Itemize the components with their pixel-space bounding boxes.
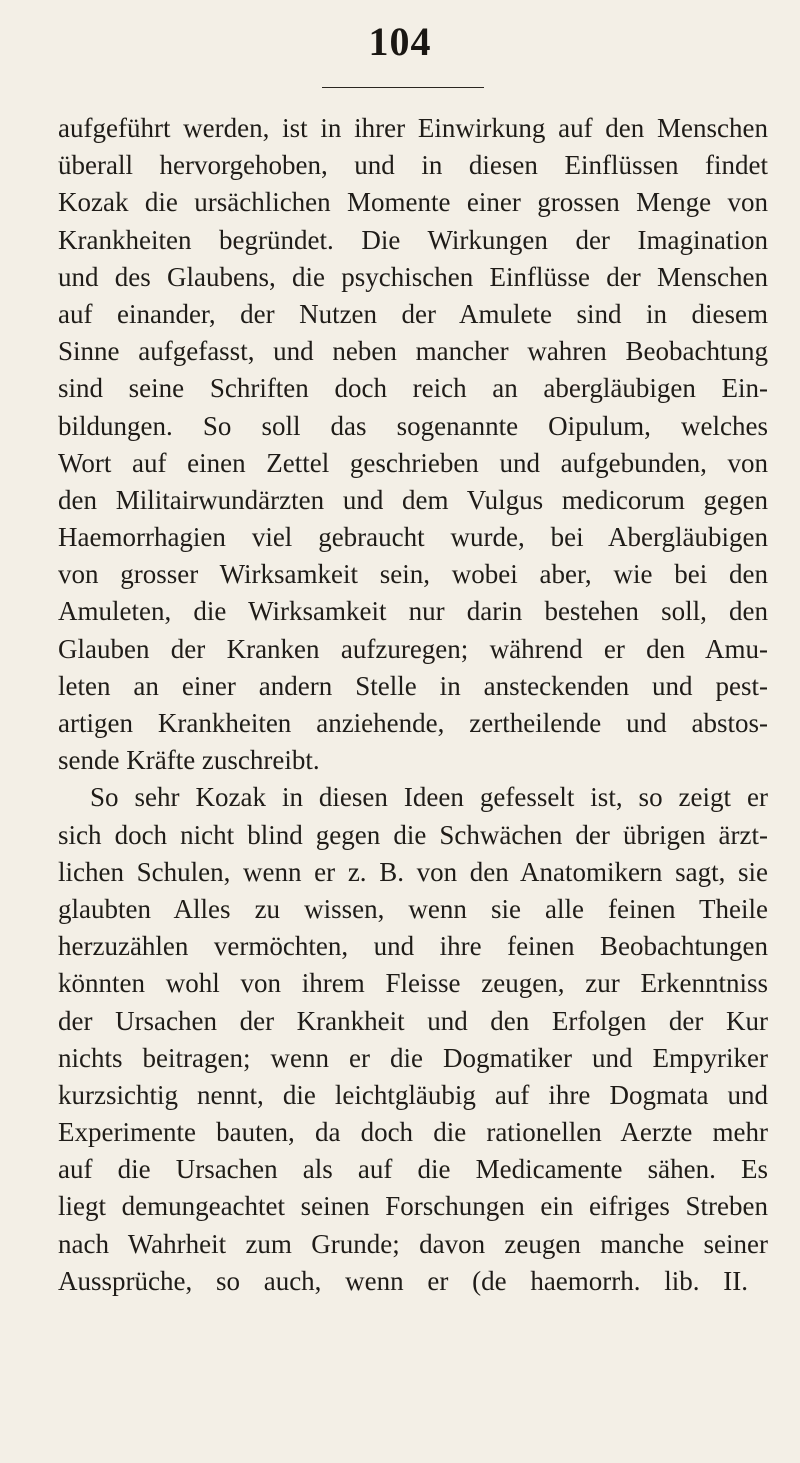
page-number: 104 (368, 19, 432, 64)
text-line: der Ursachen der Krankheit und den Erfolgen der Kur (58, 1005, 768, 1036)
text-line: den Militairwundärzten und dem Vulgus medicorum gegen (58, 484, 768, 515)
text-line: Haemorrhagien viel gebraucht wurde, bei Abergläubigen (58, 522, 768, 553)
text-line: nach Wahrheit zum Grunde; davon zeugen manche seiner (58, 1228, 768, 1259)
text-line: kurzsichtig nennt, die leichtgläubig auf ihre Dogmata und (58, 1079, 768, 1110)
text-line: Glauben der Kranken aufzuregen; während er den Amu- (58, 633, 768, 664)
body-text (58, 110, 768, 1300)
text-line-paragraph-end: sende Kräfte zuschreibt. (58, 745, 320, 776)
text-line-last: Aussprüche, so auch, wenn er (de haemorrh. lib. II. (58, 1265, 748, 1296)
text-line: glaubten Alles zu wissen, wenn sie alle feinen Theile (58, 893, 768, 924)
text-line: nichts beitragen; wenn er die Dogmatiker und Empyriker (58, 1042, 768, 1073)
header-rule (322, 87, 484, 88)
text-line: Amuleten, die Wirksamkeit nur darin bestehen soll, den (58, 596, 768, 627)
text-line-paragraph-start: So sehr Kozak in diesen Ideen gefesselt ist, so zeigt er (90, 782, 768, 813)
text-line: auf einander, der Nutzen der Amulete sind in diesem (58, 298, 768, 329)
text-line: herzuzählen vermöchten, und ihre feinen Beobachtungen (58, 931, 768, 962)
text-line: auf die Ursachen als auf die Medicamente sähen. Es (58, 1154, 768, 1185)
text-line: und des Glaubens, die psychischen Einflüsse der Menschen (58, 261, 768, 292)
text-line: sich doch nicht blind gegen die Schwächen der übrigen ärzt- (58, 819, 768, 850)
text-line: Krankheiten begründet. Die Wirkungen der Imagination (58, 224, 768, 255)
text-line: leten an einer andern Stelle in ansteckenden und pest- (58, 670, 768, 701)
text-line: liegt demungeachtet seinen Forschungen ein eifriges Streben (58, 1191, 768, 1222)
text-line: Experimente bauten, da doch die rationellen Aerzte mehr (58, 1117, 768, 1148)
text-line: lichen Schulen, wenn er z. B. von den Anatomikern sagt, sie (58, 856, 768, 887)
text-line: sind seine Schriften doch reich an abergläubigen Ein- (58, 373, 768, 404)
text-line: bildungen. So soll das sogenannte Oipulum, welches (58, 410, 768, 441)
text-line: Wort auf einen Zettel geschrieben und aufgebunden, von (58, 447, 768, 478)
text-line: Kozak die ursächlichen Momente einer grossen Menge von (58, 187, 768, 218)
text-line: aufgeführt werden, ist in ihrer Einwirkung auf den Menschen (58, 113, 768, 143)
text-line: von grosser Wirksamkeit sein, wobei aber, wie bei den (58, 559, 768, 590)
text-line: könnten wohl von ihrem Fleisse zeugen, zur Erkenntniss (58, 968, 768, 999)
text-line: überall hervorgehoben, und in diesen Einflüssen findet (58, 150, 768, 181)
text-line: artigen Krankheiten anziehende, zertheilende und abstos- (58, 708, 768, 738)
text-line: Sinne aufgefasst, und neben mancher wahren Beobachtung (58, 336, 768, 367)
